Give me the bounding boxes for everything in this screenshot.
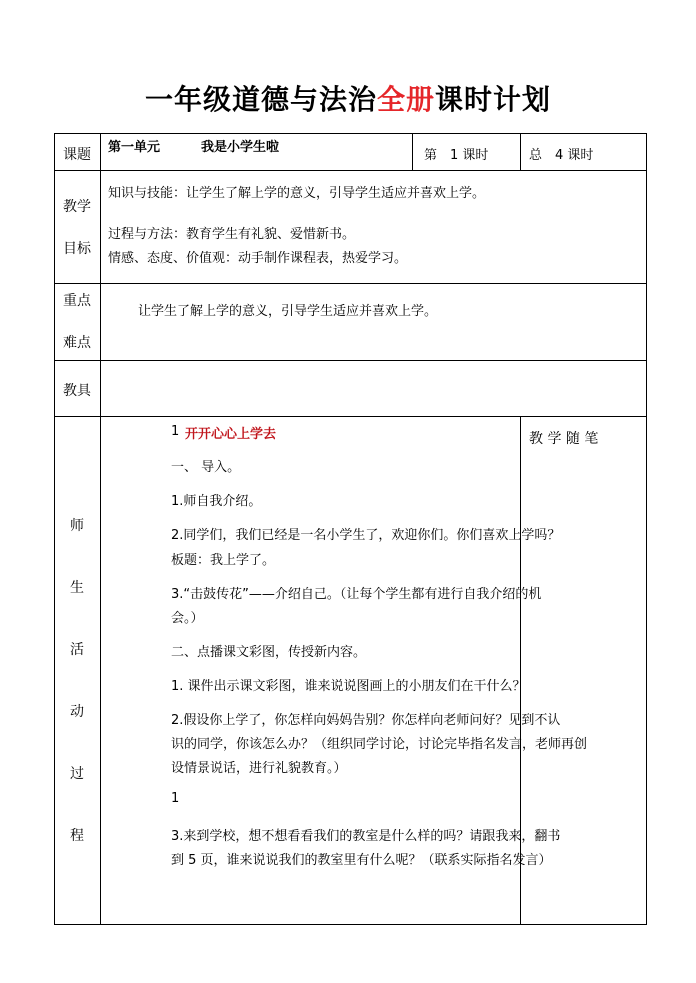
key-label-1: 重点 (63, 293, 91, 309)
process-line: 3.“击鼓传花”——介绍自己。（让每个学生都有进行自我介绍的机 (171, 587, 542, 602)
process-line: 会。） (171, 611, 204, 626)
key-label-cell (55, 284, 101, 361)
process-line: 2.假设你上学了，你怎样向妈妈告别？你怎样向老师问好？见到不认 (171, 713, 561, 728)
section-number: 1 (171, 424, 180, 439)
page-title (0, 78, 696, 118)
process-line: 设情景说话，进行礼貌教育。） (171, 761, 347, 776)
process-label-char: 过 (70, 766, 84, 782)
tools-row (55, 361, 647, 417)
topic-label-cell (55, 134, 101, 171)
goal-line: 情感、态度、价值观：动手制作课程表，热爱学习。 (108, 251, 408, 266)
process-line: 板题：我上学了。 (171, 553, 276, 568)
lesson-plan-table (54, 133, 647, 925)
title-part2: 课时计划 (435, 83, 552, 116)
topic-name-cell (101, 134, 413, 171)
goals-row (55, 171, 647, 284)
tools-label-cell (55, 361, 101, 417)
process-line: 1.师自我介绍。 (171, 494, 262, 509)
process-line: 1. 课件出示课文彩图，谁来说说图画上的小朋友们在干什么？ (171, 679, 526, 694)
process-line: 到 5 页，谁来说说我们的教室里有什么呢？（联系实际指名发言） (171, 853, 552, 868)
total-value: 总 4 课时 (529, 148, 594, 163)
notes-label: 教 学 随 笔 (529, 431, 599, 447)
process-line: 二、点播课文彩图，传授新内容。 (171, 645, 367, 660)
total-cell (521, 134, 647, 171)
process-line: 一、 导入。 (171, 460, 241, 475)
title-part1: 一年级道德与法治 (144, 83, 377, 116)
period-cell (413, 134, 521, 171)
process-line: 识的同学，你该怎么办？（组织同学讨论，讨论完毕指名发言，老师再创 (171, 737, 588, 752)
process-label-char: 程 (70, 828, 84, 844)
topic-row (55, 134, 647, 171)
goals-label-2: 目标 (63, 241, 91, 257)
title-highlight: 全册 (376, 83, 435, 116)
process-label-cell (55, 417, 101, 925)
process-line: 3.来到学校，想不想看看我们的教室是什么样的吗？请跟我来，翻书 (171, 829, 561, 844)
process-line: 2.同学们，我们已经是一名小学生了，欢迎你们。你们喜欢上学吗？ (171, 528, 561, 543)
process-label-char: 动 (70, 704, 84, 720)
period-value: 第 1 课时 (424, 148, 489, 163)
process-line: 1 (171, 791, 180, 806)
topic-label: 课题 (63, 147, 91, 163)
tools-label: 教具 (63, 383, 91, 399)
key-content-cell (101, 284, 647, 361)
goals-content-cell (101, 171, 647, 284)
process-label-char: 生 (70, 580, 84, 596)
process-label-char: 活 (70, 642, 84, 658)
lesson-name: 我是小学生啦 (201, 140, 280, 155)
process-row (55, 417, 647, 925)
section-title: 开开心心上学去 (185, 427, 277, 442)
unit-label: 第一单元 (108, 140, 161, 155)
process-label-char: 师 (70, 518, 84, 534)
key-points-row (55, 284, 647, 361)
key-label-2: 难点 (63, 335, 91, 351)
goals-label-cell (55, 171, 101, 284)
tools-content-cell (101, 361, 647, 417)
goals-label-1: 教学 (63, 199, 91, 215)
goal-line: 过程与方法：教育学生有礼貌、爱惜新书。 (108, 227, 356, 242)
goal-line: 知识与技能：让学生了解上学的意义，引导学生适应并喜欢上学。 (108, 186, 486, 201)
key-text: 让学生了解上学的意义，引导学生适应并喜欢上学。 (138, 304, 438, 319)
